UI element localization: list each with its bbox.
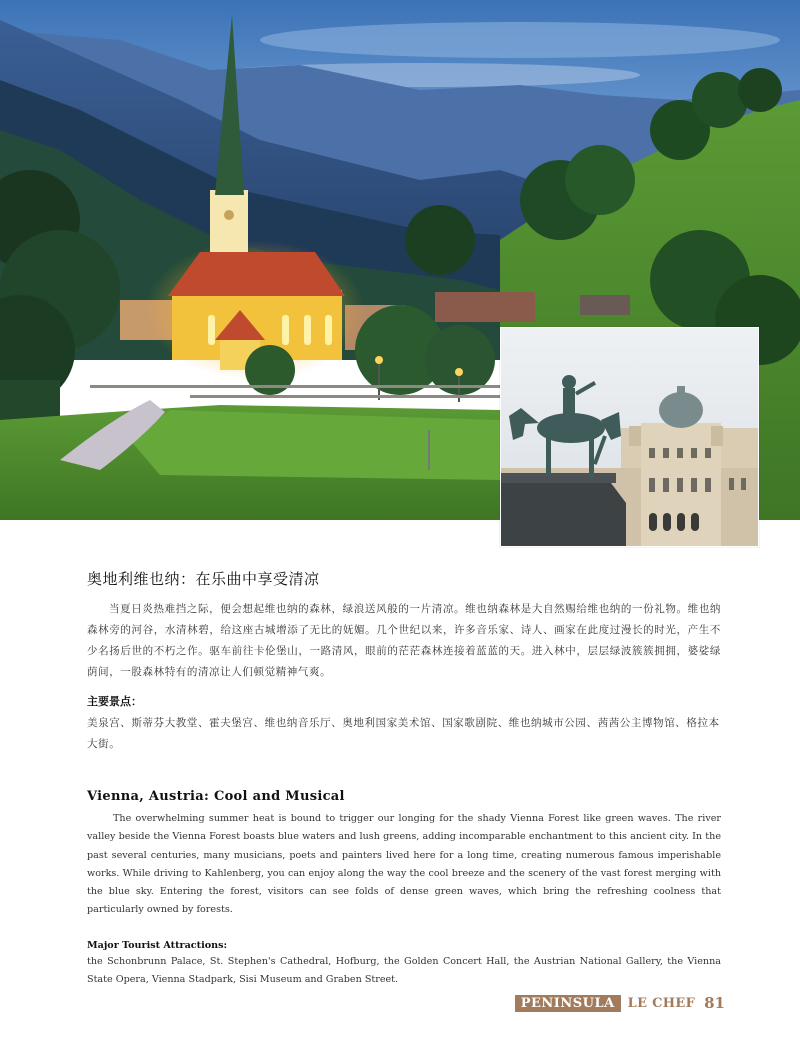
inset-photo-statue-museum [500,327,759,547]
cn-attractions-list: 美泉宫、斯蒂芬大教堂、霍夫堡宫、维也纳音乐厅、奥地利国家美术馆、国家歌剧院、维也纳城市公园、茜茜公主博物馆、格拉本大街。 [87,717,720,750]
en-section-title: Vienna, Austria: Cool and Musical [87,789,345,804]
cn-section-title: 奥地利维也纳：在乐曲中享受清凉 [87,570,320,588]
page-number: 81 [704,994,725,1012]
article-content [87,568,721,989]
en-section-body: The overwhelming summer heat is bound to trigger our longing for the shady Vienna Forest like green waves. The river valley beside the Vienna Forest boasts blue waters and lush greens, adding incomparable enchantment to this ancient city. In the past several centuries, many musicians, poets and painters lived here for a long time, creating numerous famous imperishable works. While driving to Kahlenberg, you can enjoy along the way the cool breeze and the scenery of the vast forest merging with the blue sky. Entering the forest, visitors can see folds of dense green waves, which bring the refreshing coolness that particularly owned by forests. [87,813,721,916]
en-attractions-list: the Schonbrunn Palace, St. Stephen's Cathedral, Hofburg, the Golden Concert Hall, the Austrian National Gallery, the Vienna State Opera, Vienna Stadpark, Sisi Museum and Graben Street. [87,955,721,986]
en-attractions-label: Major Tourist Attractions: [87,939,228,951]
cn-attractions-label: 主要景点： [87,695,142,708]
cn-section-body: 当夏日炎热难挡之际，便会想起维也纳的森林，绿浪送风般的一片清凉。维也纳森林是大自然赐给维也纳的一份礼物。维也纳森林旁的河谷，水清林碧，给这座古城增添了无比的妩媚。几个世纪以来，许多音乐家、诗人、画家在此度过漫长的时光，产生不少名扬后世的不朽之作。驱车前往卡伦堡山，一路清风，眼前的茫茫森林连接着蓝蓝的天。进入林中，层层绿波簇簇拥拥，婆娑绿荫间，一股森林特有的清凉让人们顿觉精神气爽。 [87,603,721,678]
magazine-brand-badge: PENINSULA [515,995,621,1012]
magazine-brand-name: LE CHEF [627,995,696,1011]
page-footer [515,993,725,1013]
